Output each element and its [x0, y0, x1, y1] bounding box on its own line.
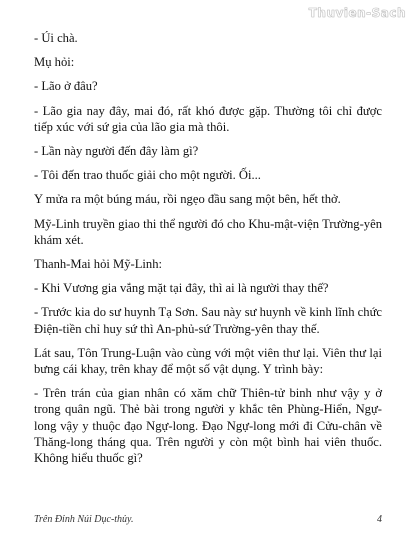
paragraph: Y mửa ra một búng máu, rồi ngẹo đầu sang một bên, hết thở.: [34, 192, 341, 207]
paragraph: - Úi chà.: [34, 31, 78, 45]
paragraph: - Lão gia nay đây, mai đó, rất khó được gặp. Thường tôi chỉ được tiếp xúc với sứ gia của lão gia mà thôi.: [34, 103, 382, 134]
paragraph: Thanh-Mai hỏi Mỹ-Linh:: [34, 257, 163, 272]
paragraph: - Trên trán của gian nhân có xăm chữ Thiên-tử binh như vậy y ở trong quân ngũ. Thẻ bài trong người y khắc tên Phùng-Hiển, Ngự-long vậy y thuộc đạo Ngự-long. Đạo Ngự-long mới đi Cửu-chân về Thăng-long tháng qua. Trên người y còn một bình hai viên thuốc. Không hiểu thuốc gì?: [34, 386, 382, 466]
footer-book-title: Trên Đỉnh Núi Dục-thủy.: [34, 514, 134, 525]
paragraph: Mỹ-Linh truyền giao thi thể người đó cho Khu-mật-viện Trường-yên khám xét.: [34, 216, 382, 247]
paragraph: - Lần này người đến đây làm gì?: [34, 144, 199, 159]
paragraph: - Tôi đến trao thuốc giải cho một người. Ối...: [34, 168, 261, 183]
paragraph: Lát sau, Tôn Trung-Luận vào cùng với một viên thư lại. Viên thư lại bưng cái khay, trên khay để một số vật dụng. Y trình bày:: [34, 345, 382, 377]
paragraph: Mụ hỏi:: [34, 55, 75, 70]
watermark-logo: Thuvien-Sach: [308, 6, 406, 20]
paragraph: - Khi Vương gia vắng mặt tại đây, thì ai là người thay thế?: [34, 281, 329, 296]
paragraph: - Trước kia do sư huynh Tạ Sơn. Sau này sư huynh về kinh lĩnh chức Điện-tiền chỉ huy sứ thì An-phủ-sứ Trường-yên thay thế.: [34, 305, 382, 336]
page-body: [34, 30, 382, 474]
page-number: 4: [377, 514, 382, 525]
paragraph: - Lão ở đâu?: [34, 79, 98, 94]
